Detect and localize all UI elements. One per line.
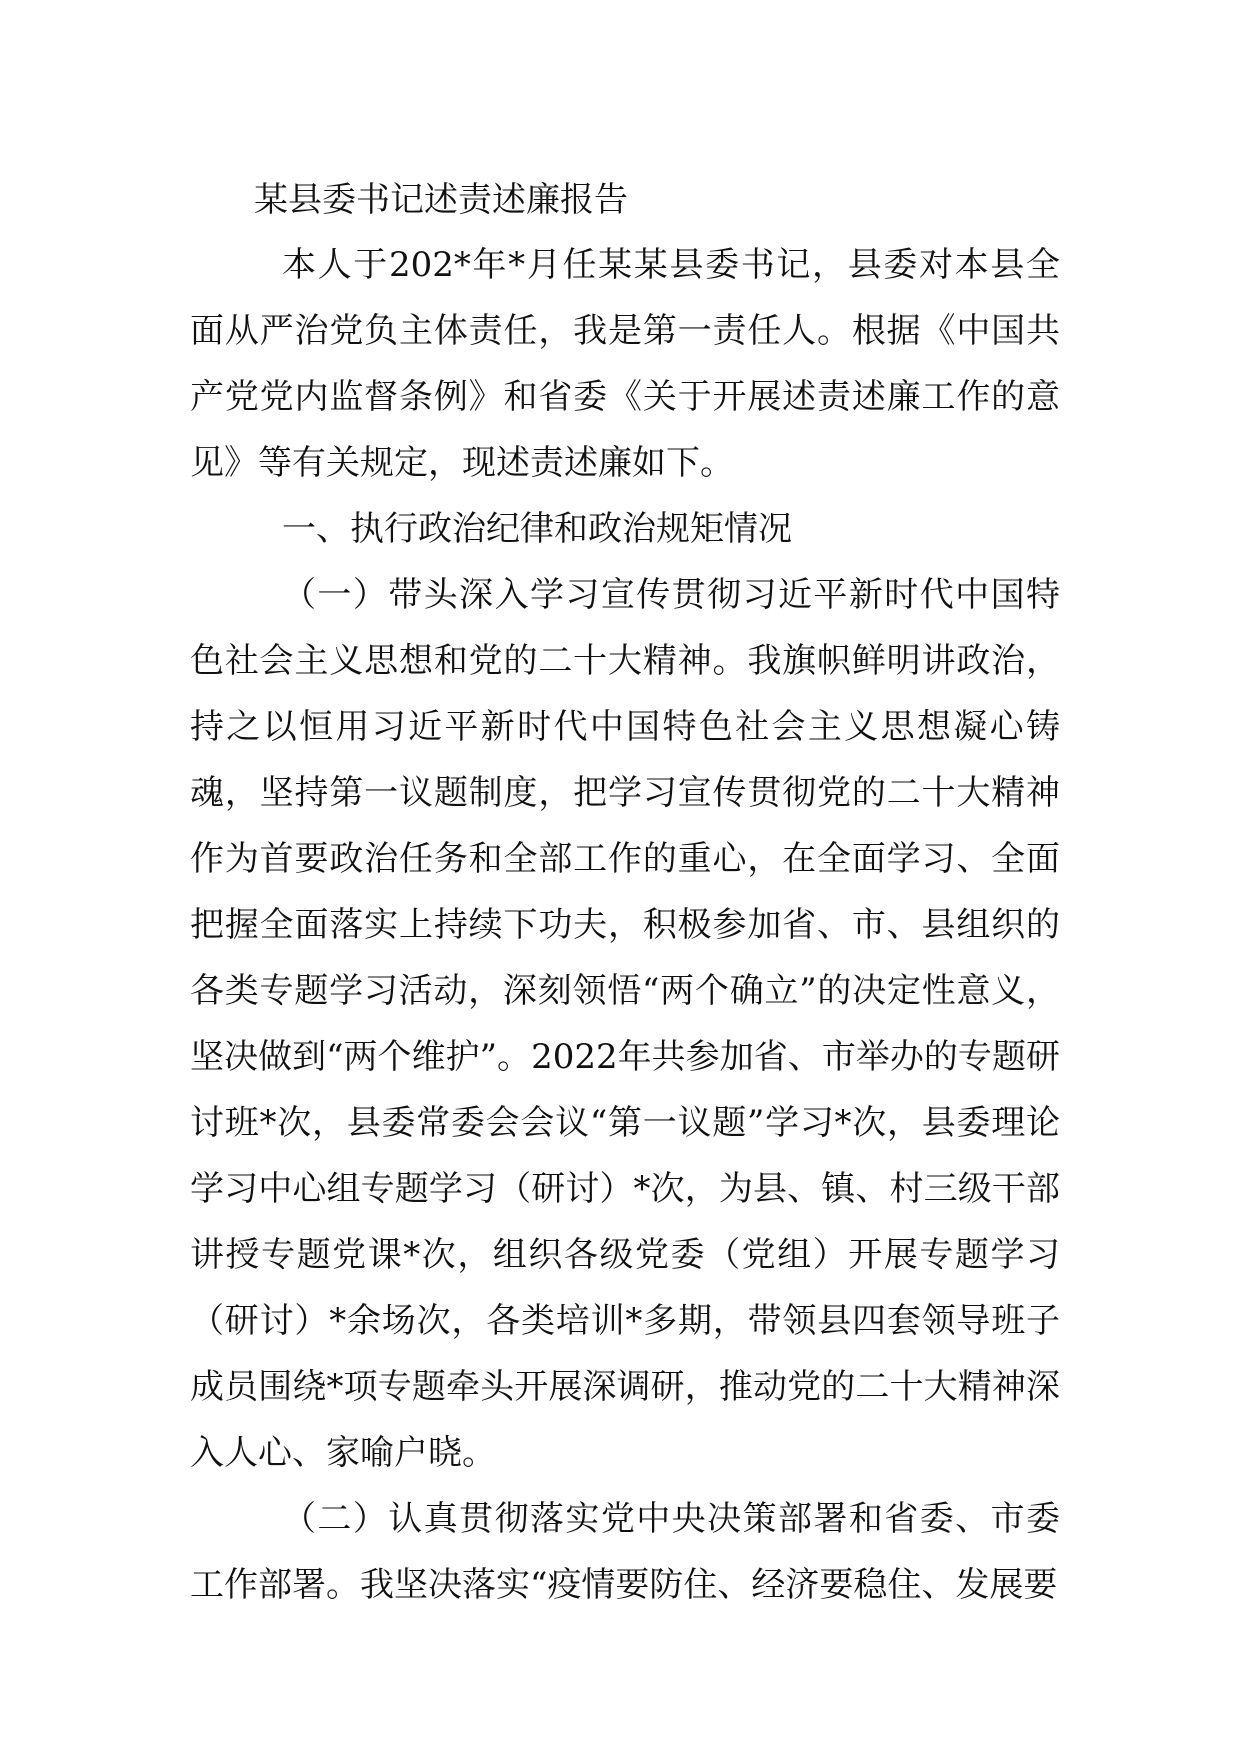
subsection-2-paragraph: （二）认真贯彻落实党中央决策部署和省委、市委工作部署。我坚决落实“疫情要防住、经济要稳住、发展要 (190, 1499, 1060, 1605)
intro-paragraph: 本人于202*年*月任某某县委书记，县委对本县全面从严治党负主体责任，我是第一责任人。根据《中国共产党党内监督条例》和省委《关于开展述责述廉工作的意见》等有关规定，现述责述廉如下。 (190, 245, 1060, 483)
section-heading: 一、执行政治纪律和政治规矩情况 (282, 509, 792, 549)
document-title: 某县委书记述责述廉报告 (254, 180, 628, 220)
document-body (190, 168, 1060, 1618)
subsection-1-paragraph: （一）带头深入学习宣传贯彻习近平新时代中国特色社会主义思想和党的二十大精神。我旗帜鲜明讲政治，持之以恒用习近平新时代中国特色社会主义思想凝心铸魂，坚持第一议题制度，把学习宣传贯彻党的二十大精神作为首要政治任务和全部工作的重心，在全面学习、全面把握全面落实上持续下功夫，积极参加省、市、县组织的各类专题学习活动，深刻领悟“两个确立”的决定性意义，坚决做到“两个维护”。2022年共参加省、市举办的专题研讨班*次，县委常委会会议“第一议题”学习*次，县委理论学习中心组专题学习（研讨）*次，为县、镇、村三级干部讲授专题党课*次，组织各级党委（党组）开展专题学习（研讨）*余场次，各类培训*多期，带领县四套领导班子成员围绕*项专题牵头开展深调研，推动党的二十大精神深入人心、家喻户晓。 (190, 575, 1060, 1473)
